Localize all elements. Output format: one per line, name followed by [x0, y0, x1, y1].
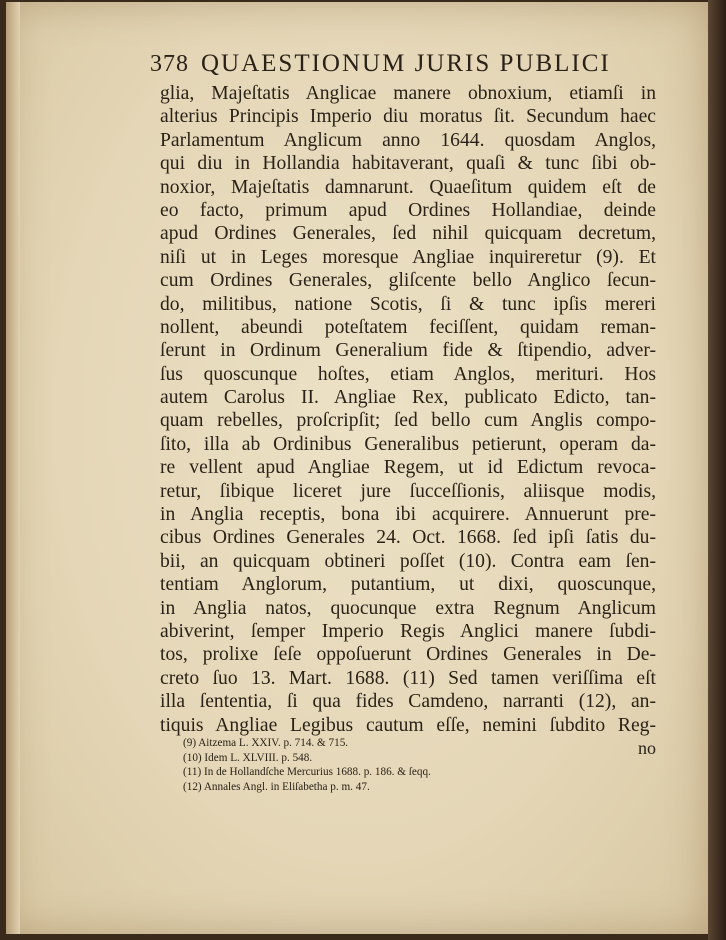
text-line: do, militibus, natione Scotis, ſi & tunc ipſis mereri — [160, 293, 656, 315]
text-line: ſus quoscunque hoſtes, etiam Anglos, merituri. Hos — [160, 363, 656, 385]
catchword: no — [638, 737, 656, 758]
text-line: ſerunt in Ordinum Generalium fide & ſtipendio, adver- — [160, 340, 656, 362]
text-line: qui diu in Hollandia habitaverant, quaſi & tunc ſibi ob- — [160, 153, 656, 175]
text-line: eo facto, primum apud Ordines Hollandiae, deinde — [160, 199, 656, 221]
footnote: (9) Aitzema L. XXIV. p. 714. & 715. — [183, 737, 349, 749]
main-text — [160, 82, 656, 760]
text-line: cibus Ordines Generales 24. Oct. 1668. ſed ipſi ſatis du- — [160, 527, 656, 549]
page-header — [150, 50, 630, 84]
running-title: QUAESTIONUM JURIS PUBLICI — [201, 50, 611, 77]
text-line: glia, Majeſtatis Anglicae manere obnoxium, etiamſi in — [160, 83, 656, 104]
text-line: tiquis Angliae Legibus cautum eſſe, nemini ſubdito Reg- — [160, 714, 656, 736]
text-line: autem Carolus II. Angliae Rex, publicato Edicto, tan- — [160, 387, 656, 409]
footnote: (10) Idem L. XLVIII. p. 548. — [183, 751, 313, 764]
text-line: quam rebelles, proſcripſit; ſed bello cum Anglis compo- — [160, 410, 656, 432]
text-line: abiverint, ſemper Imperio Regis Anglici manere ſubdi- — [160, 620, 656, 642]
text-line: re vellent apud Angliae Regem, ut id Edictum revoca- — [160, 457, 656, 479]
text-line: creto ſuo 13. Mart. 1688. (11) Sed tamen veriſſima eſt — [160, 667, 656, 689]
text-line: niſi ut in Leges moresque Angliae inquireretur (9). Et — [160, 246, 656, 268]
text-line: in Anglia receptis, bona ibi acquirere. Annuerunt pre- — [160, 504, 656, 526]
text-line: ſito, illa ab Ordinibus Generalibus petierunt, operam da- — [160, 433, 656, 455]
text-line: nollent, abeundi poteſtatem feciſſent, quidam reman- — [160, 316, 656, 338]
text-line: noxior, Majeſtatis damnarunt. Quaeſitum quidem eſt de — [160, 176, 656, 198]
text-line: retur, ſibique liceret jure ſucceſſionis, aliisque modis, — [160, 480, 656, 502]
book-edge — [708, 0, 726, 940]
text-line: tentiam Anglorum, putantium, ut dixi, quoscunque, — [160, 574, 656, 596]
text-line: illa ſententia, ſi qua fides Camdeno, narranti (12), an- — [160, 691, 656, 713]
text-line: cum Ordines Generales, gliſcente bello Anglico ſecun- — [160, 270, 656, 292]
text-line: apud Ordines Generales, ſed nihil quicquam decretum, — [160, 223, 656, 245]
text-line: in Anglia natos, quocunque extra Regnum Anglicum — [160, 597, 656, 619]
text-line: Parlamentum Anglicum anno 1644. quosdam Anglos, — [160, 129, 656, 151]
text-line: tos, prolixe ſeſe oppoſuerunt Ordines Generales in De- — [160, 644, 656, 666]
text-line: bii, an quicquam obtineri poſſet (10). Contra eam ſen- — [160, 550, 656, 572]
text-line: alterius Principis Imperio diu moratus ſit. Secundum haec — [160, 106, 656, 128]
footnote: (11) In de Hollandſche Mercurius 1688. p. 186. & ſeqq. — [183, 766, 431, 778]
footnotes — [183, 736, 583, 794]
page-gutter — [6, 2, 20, 934]
footnote: (12) Annales Angl. in Eliſabetha p. m. 47. — [183, 780, 370, 793]
page-number: 378 — [150, 51, 189, 77]
